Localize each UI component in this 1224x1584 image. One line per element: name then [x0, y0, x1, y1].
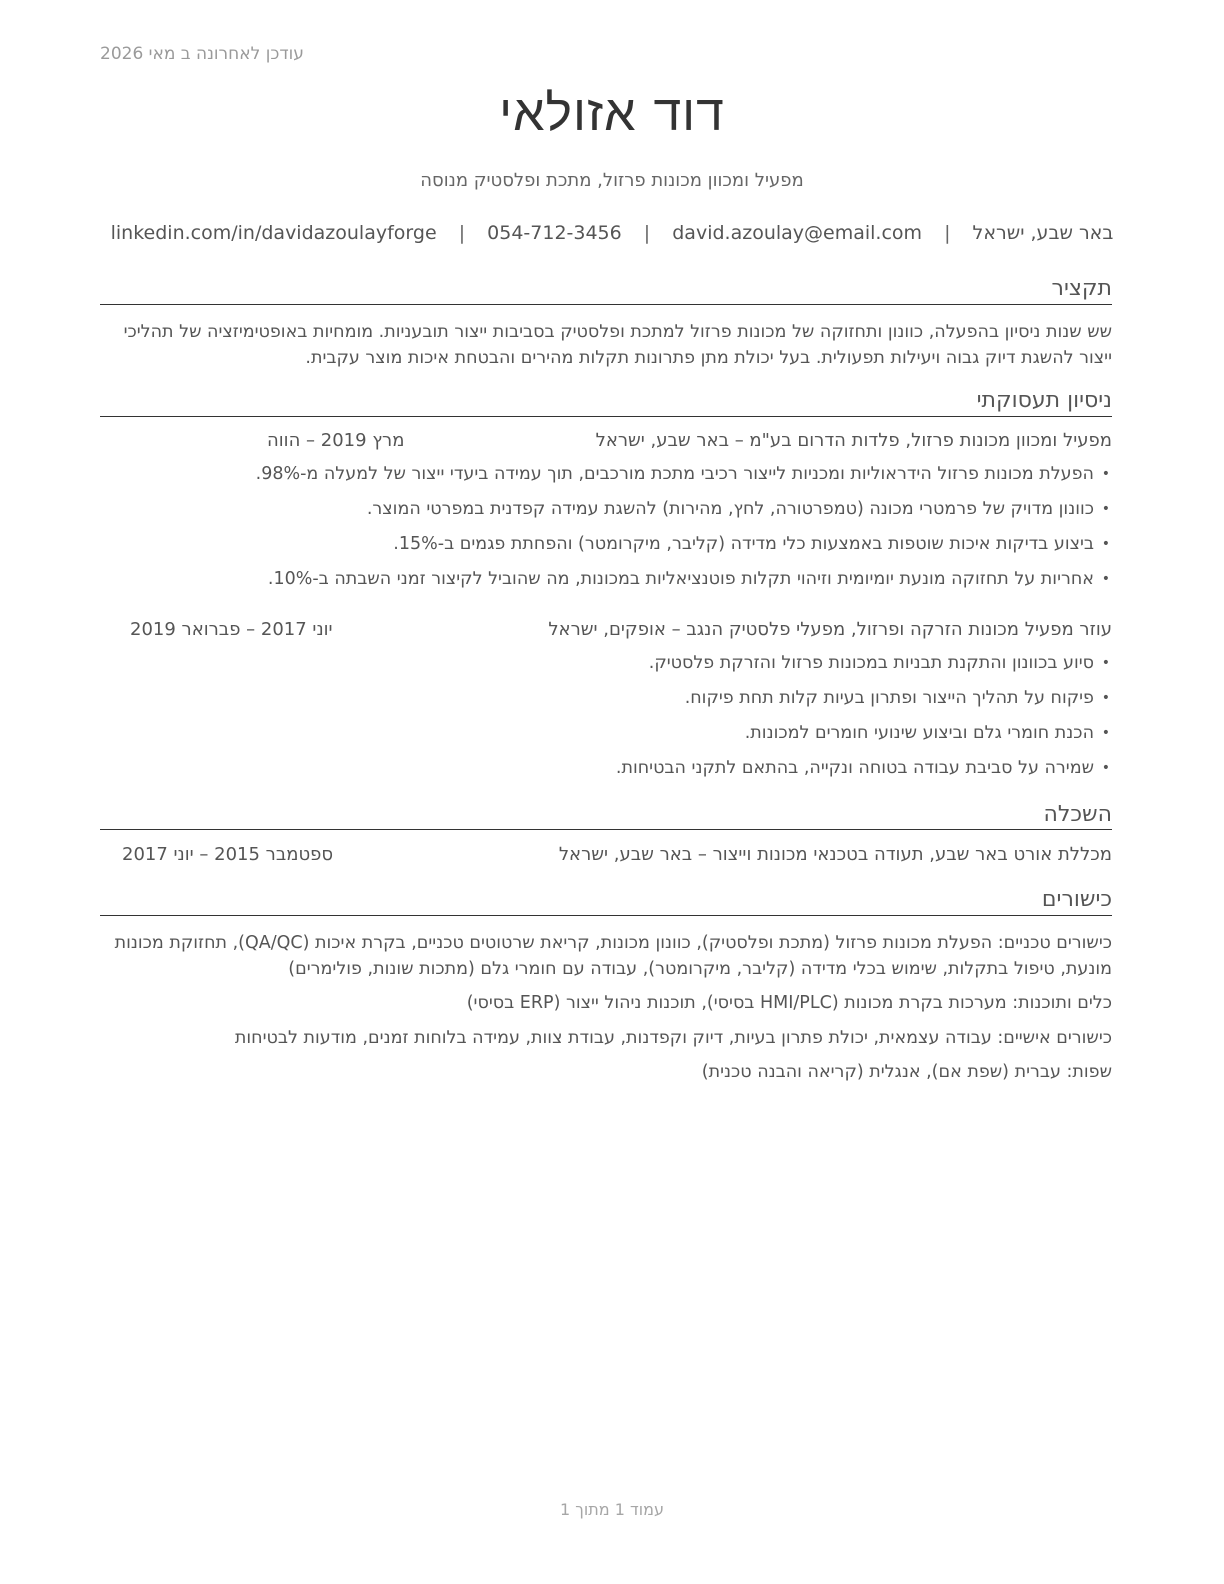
- section-divider: [100, 304, 1112, 305]
- bullet-text: כוונון מדויק של פרמטרי מכונה (טמפרטורה, לחץ, מהירות) להשגת עמידה קפדנית במפרטי המוצר.: [366, 499, 1094, 519]
- job-header: [100, 430, 1112, 456]
- education-heading: השכלה: [1043, 802, 1112, 827]
- bullet-text: הכנת חומרי גלם וביצוע שינועי חומרים למכונות.: [744, 723, 1094, 743]
- contact-phone[interactable]: 054-712-3456: [487, 222, 622, 244]
- summary-text: שש שנות ניסיון בהפעלה, כוונון ותחזוקה של מכונות פרזול למתכת ופלסטיק בסביבות ייצור תובעניות. מומחיות באופטימיזציה של תהליכי ייצור להשגת דיוק גבוה ויעילות תפעולית. בעל יכולת מתן פתרונות תקלות מהירים והבטחת איכות מוצר עקבית.: [123, 322, 1112, 368]
- contact-separator: |: [944, 222, 951, 244]
- job-bullets: [100, 650, 1112, 790]
- skills-heading: כישורים: [1041, 887, 1112, 912]
- bullet-text: שמירה על סביבת עבודה בטוחה ונקייה, בהתאם לתקני הבטיחות.: [615, 758, 1094, 778]
- contact-separator: |: [458, 222, 466, 244]
- contact-location: באר שבע, ישראל: [972, 222, 1114, 244]
- education-dates: ספטמבר 2015 – יוני 2017: [122, 844, 334, 865]
- list-item: [100, 496, 1112, 531]
- contact-linkedin[interactable]: linkedin.com/in/davidazoulayforge: [110, 222, 437, 244]
- job-title: מפעיל ומכוון מכונות פרזול, פלדות הדרום בע"מ – באר שבע, ישראל: [595, 430, 1112, 451]
- education-entry: [100, 844, 1112, 870]
- skills-personal: כישורים אישיים: עבודה עצמאית, יכולת פתרון בעיות, דיוק וקפדנות, עבודת צוות, עמידה בלוחות זמנים, מודעות לבטיחות: [234, 1028, 1112, 1048]
- candidate-headline: מפעיל ומכוון מכונות פרזול, מתכת ופלסטיק מנוסה: [420, 170, 804, 191]
- job-dates: מרץ 2019 – הווה: [267, 430, 405, 451]
- section-divider: [100, 915, 1112, 916]
- candidate-name: דוד אזולאי: [499, 84, 725, 142]
- bullet-icon: •: [1101, 725, 1110, 741]
- bullet-icon: •: [1101, 571, 1110, 587]
- last-updated: עודכן לאחרונה ב מאי 2026: [100, 44, 304, 64]
- experience-heading: ניסיון תעסוקתי: [976, 388, 1112, 413]
- bullet-text: ביצוע בדיקות איכות שוטפות באמצעות כלי מדידה (קליבר, מיקרומטר) והפחתת פגמים ב-15%.: [393, 534, 1094, 554]
- list-item: [100, 720, 1112, 755]
- list-item: [100, 685, 1112, 720]
- bullet-icon: •: [1101, 690, 1110, 706]
- bullet-text: הפעלת מכונות פרזול הידראוליות ומכניות לייצור רכיבי מתכת מורכבים, תוך עמידה ביעדי ייצור של למעלה מ-98%.: [255, 464, 1094, 484]
- bullet-icon: •: [1101, 466, 1110, 482]
- bullet-icon: •: [1101, 655, 1110, 671]
- list-item: [100, 650, 1112, 685]
- job-title: עוזר מפעיל מכונות הזרקה ופרזול, מפעלי פלסטיק הנגב – אופקים, ישראל: [548, 619, 1112, 640]
- section-divider: [100, 829, 1112, 830]
- summary-heading: תקציר: [1051, 276, 1112, 301]
- education-institution: מכללת אורט באר שבע, תעודה בטכנאי מכונות וייצור – באר שבע, ישראל: [558, 844, 1112, 865]
- list-item: [100, 461, 1112, 496]
- contact-email[interactable]: david.azoulay@email.com: [672, 222, 923, 244]
- bullet-icon: •: [1101, 501, 1110, 517]
- list-item: [100, 531, 1112, 566]
- bullet-text: פיקוח על תהליך הייצור ופתרון בעיות קלות תחת פיקוח.: [684, 688, 1094, 708]
- bullet-icon: •: [1101, 760, 1110, 776]
- job-header: [100, 619, 1112, 645]
- bullet-icon: •: [1101, 536, 1110, 552]
- skills-languages: שפות: עברית (שפת אם), אנגלית (קריאה והבנה טכנית): [701, 1062, 1112, 1082]
- job-bullets: [100, 461, 1112, 601]
- page-number: עמוד 1 מתוך 1: [560, 1500, 664, 1519]
- list-item: [100, 755, 1112, 790]
- contact-line: [100, 222, 1124, 244]
- bullet-text: סיוע בכוונון והתקנת תבניות במכונות פרזול והזרקת פלסטיק.: [648, 653, 1094, 673]
- list-item: [100, 566, 1112, 601]
- section-divider: [100, 416, 1112, 417]
- contact-separator: |: [643, 222, 651, 244]
- bullet-text: אחריות על תחזוקה מונעת יומיומית וזיהוי תקלות פוטנציאליות במכונות, מה שהוביל לקיצור זמני השבתה ב-10%.: [267, 569, 1094, 589]
- job-dates: יוני 2017 – פברואר 2019: [130, 619, 333, 640]
- skills-technical: כישורים טכניים: הפעלת מכונות פרזול (מתכת ופלסטיק), כוונון מכונות, קריאת שרטוטים טכניים, בקרת איכות (QA/QC), תחזוקת מכונות מונעת, טיפול בתקלות, שימוש בכלי מדידה (קליבר, מיקרומטר), עבודה עם חומרי גלם (מתכות שונות, פולימרים): [114, 933, 1112, 979]
- skills-tools: כלים ותוכנות: מערכות בקרת מכונות (HMI/PLC בסיסי), תוכנות ניהול ייצור (ERP בסיסי): [466, 993, 1112, 1013]
